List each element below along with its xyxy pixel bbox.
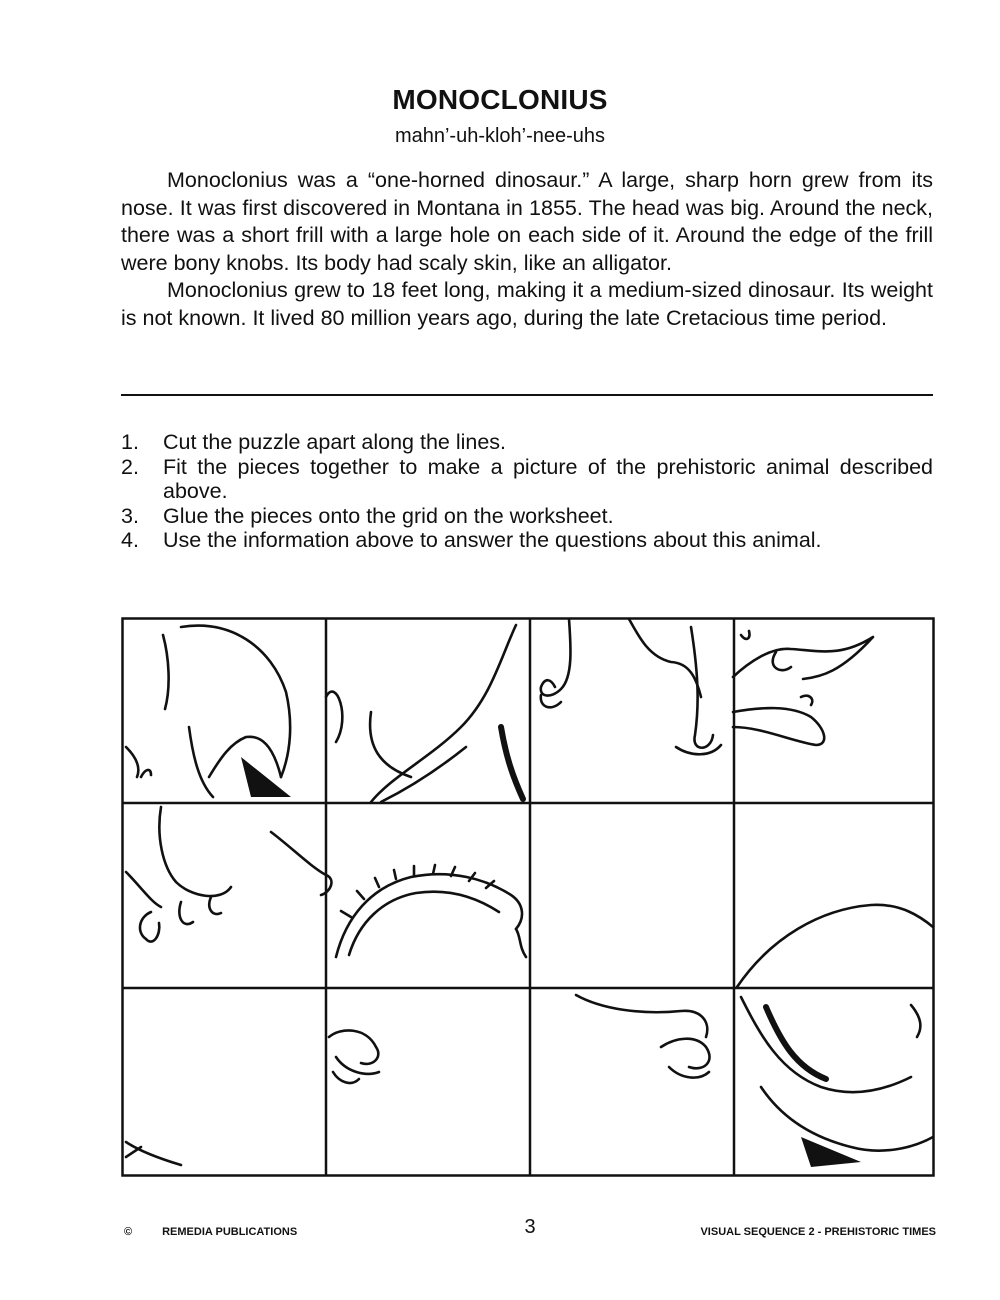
- publisher-name: REMEDIA PUBLICATIONS: [162, 1226, 298, 1238]
- puzzle-piece-6: [336, 865, 526, 957]
- paragraph-2: Monoclonius grew to 18 feet long, making it a medium-sized dinosaur. Its weight is not known. It lived 80 million years ago, during the late Cretacious time period.: [121, 278, 933, 330]
- puzzle-piece-10: [329, 1030, 379, 1083]
- puzzle-piece-1: [126, 626, 291, 797]
- puzzle-piece-12: [741, 997, 933, 1167]
- puzzle-piece-3: [541, 619, 721, 754]
- puzzle-grid: [121, 617, 935, 1177]
- instruction-number: 3.: [121, 503, 139, 528]
- puzzle-piece-9: [126, 1142, 181, 1165]
- instruction-number: 2.: [121, 454, 139, 479]
- instruction-text: Use the information above to answer the questions about this animal.: [163, 528, 822, 552]
- description: [121, 167, 933, 332]
- divider: [121, 394, 933, 396]
- footer-series: VISUAL SEQUENCE 2 - PREHISTORIC TIMES: [700, 1226, 936, 1238]
- instruction-text: Glue the pieces onto the grid on the worksheet.: [163, 503, 614, 528]
- instruction-number: 4.: [121, 528, 139, 552]
- instruction-number: 1.: [121, 430, 139, 454]
- instruction-list: [121, 430, 933, 553]
- page-title: MONOCLONIUS: [392, 84, 608, 115]
- instruction-item: [121, 528, 933, 553]
- pronunciation: mahn’-uh-kloh’-nee-uhs: [394, 125, 606, 147]
- instruction-text: Cut the puzzle apart along the lines.: [163, 430, 507, 454]
- instruction-item: [121, 430, 933, 455]
- puzzle-piece-5: [126, 807, 331, 942]
- page-number: 3: [524, 1216, 536, 1238]
- puzzle-piece-2: [326, 625, 523, 802]
- puzzle-piece-4: [733, 631, 873, 745]
- instruction-text: Fit the pieces together to make a picture of the prehistoric animal described above.: [163, 454, 933, 503]
- puzzle-piece-8: [737, 905, 933, 987]
- copyright-symbol: ©: [124, 1226, 133, 1238]
- instruction-item: [121, 455, 933, 504]
- instruction-item: [121, 504, 933, 529]
- puzzle-piece-11: [576, 995, 710, 1078]
- paragraph-1: Monoclonius was a “one-horned dinosaur.” A large, sharp horn grew from its nose. It was first discovered in Montana in 1855. The head was big. Around the neck, there was a short frill with a large hole on each side of it. Around the edge of the frill were bony knobs. Its body had scaly skin, like an alligator.: [121, 168, 933, 275]
